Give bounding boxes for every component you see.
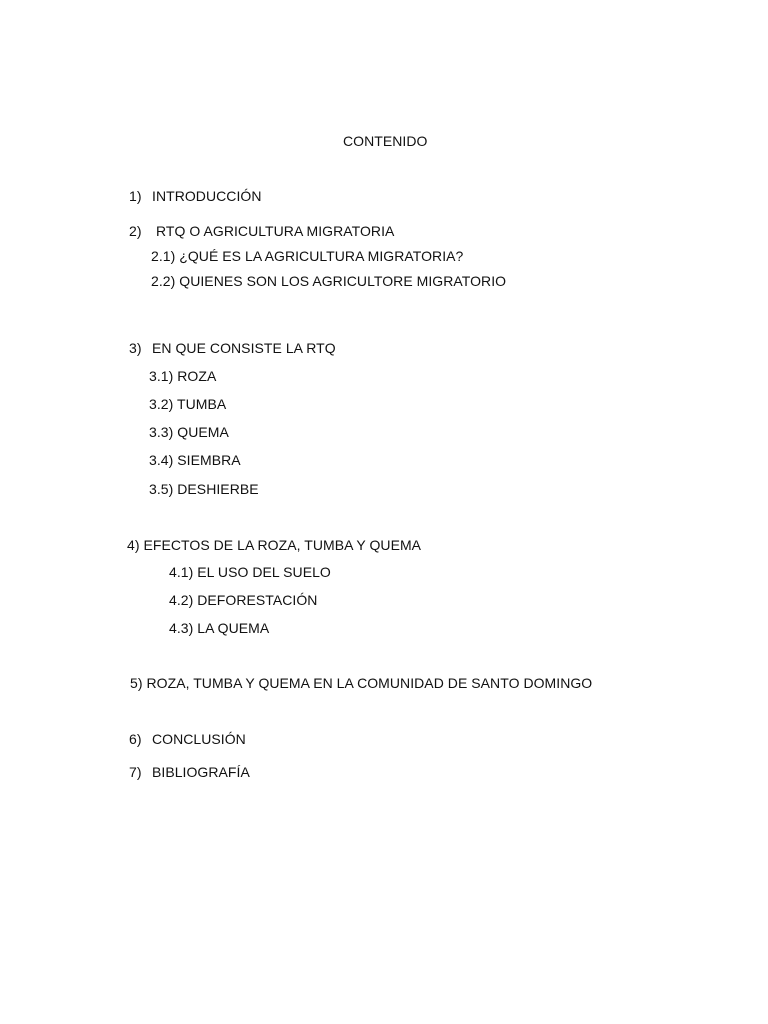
toc-subitem-3-5: 3.5) DESHIERBE bbox=[149, 481, 259, 497]
toc-item-label: INTRODUCCIÓN bbox=[152, 188, 262, 204]
toc-item-1 bbox=[129, 188, 262, 204]
toc-item-4: 4) EFECTOS DE LA ROZA, TUMBA Y QUEMA bbox=[127, 537, 422, 553]
toc-subitem-4-2: 4.2) DEFORESTACIÓN bbox=[169, 592, 318, 608]
toc-subitem-2-2: 2.2) QUIENES SON LOS AGRICULTORE MIGRATORIO bbox=[151, 273, 507, 289]
toc-item-label: CONCLUSIÓN bbox=[152, 731, 246, 747]
toc-subitem-3-3: 3.3) QUEMA bbox=[149, 424, 229, 440]
toc-subitem-4-3: 4.3) LA QUEMA bbox=[169, 620, 270, 636]
toc-item-number: 7) bbox=[129, 764, 142, 780]
toc-item-number: 6) bbox=[129, 731, 142, 747]
toc-subitem-3-1: 3.1) ROZA bbox=[149, 368, 217, 384]
toc-subitem-2-1: 2.1) ¿QUÉ ES LA AGRICULTURA MIGRATORIA? bbox=[151, 248, 464, 264]
toc-item-number: 3) bbox=[129, 340, 142, 356]
toc-item-label: EN QUE CONSISTE LA RTQ bbox=[152, 340, 336, 356]
toc-item-3 bbox=[129, 340, 336, 356]
toc-item-label: RTQ O AGRICULTURA MIGRATORIA bbox=[156, 223, 395, 239]
toc-item-5: 5) ROZA, TUMBA Y QUEMA EN LA COMUNIDAD DE SANTO DOMINGO bbox=[130, 675, 593, 691]
page-title: CONTENIDO bbox=[343, 133, 428, 149]
toc-item-6 bbox=[129, 731, 246, 747]
toc-item-2 bbox=[129, 223, 395, 239]
toc-subitem-3-2: 3.2) TUMBA bbox=[149, 396, 227, 412]
toc-item-number: 1) bbox=[129, 188, 142, 204]
toc-item-label: BIBLIOGRAFÍA bbox=[152, 764, 250, 780]
toc-item-7 bbox=[129, 764, 250, 780]
toc-subitem-3-4: 3.4) SIEMBRA bbox=[149, 452, 241, 468]
toc-subitem-4-1: 4.1) EL USO DEL SUELO bbox=[169, 564, 331, 580]
toc-item-number: 2) bbox=[129, 223, 142, 239]
